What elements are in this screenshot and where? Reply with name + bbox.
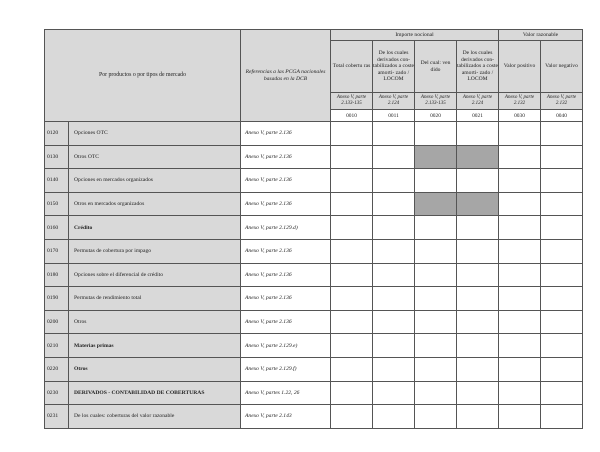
input-cell-deriv1[interactable] <box>373 405 415 429</box>
input-cell-positive[interactable] <box>499 334 541 358</box>
row-label: Opciones en mercados organizados <box>69 169 241 193</box>
input-cell-negative[interactable] <box>541 145 583 169</box>
header-positive-value: Valor positivo <box>499 41 541 93</box>
input-cell-sold[interactable] <box>415 287 457 311</box>
input-cell-total[interactable] <box>331 145 373 169</box>
subref-sold: Anexo V, parte 2.133-135 <box>415 93 457 110</box>
subref-negative: Anexo V, parte 2.132 <box>541 93 583 110</box>
row-label: De los cuales: coberturas del valor razonable <box>69 405 241 429</box>
input-cell-deriv1[interactable] <box>373 216 415 240</box>
row-reference: Anexo V, parte 2.136 <box>241 287 331 311</box>
input-cell-total[interactable] <box>331 405 373 429</box>
row-label: DERIVADOS - CONTABILIDAD DE COBERTURAS <box>69 381 241 405</box>
input-cell-deriv1[interactable] <box>373 145 415 169</box>
row-label: Crédito <box>69 216 241 240</box>
table-row <box>45 405 583 429</box>
input-cell-deriv1[interactable] <box>373 357 415 381</box>
row-label: Opciones sobre el diferencial de crédito <box>69 263 241 287</box>
input-cell-deriv1[interactable] <box>373 122 415 146</box>
header-notional-group: Importe nocional <box>331 30 499 41</box>
input-cell-positive[interactable] <box>499 381 541 405</box>
row-reference: Anexo V, parte 2.136 <box>241 263 331 287</box>
code-negative: 0040 <box>541 110 583 122</box>
table-row <box>45 169 583 193</box>
input-cell-negative[interactable] <box>541 122 583 146</box>
shaded-cell-sold <box>415 145 457 169</box>
input-cell-deriv2[interactable] <box>457 334 499 358</box>
input-cell-negative[interactable] <box>541 169 583 193</box>
input-cell-positive[interactable] <box>499 192 541 216</box>
input-cell-deriv2[interactable] <box>457 357 499 381</box>
code-sold: 0020 <box>415 110 457 122</box>
input-cell-deriv2[interactable] <box>457 381 499 405</box>
row-label: Otros <box>69 357 241 381</box>
input-cell-deriv2[interactable] <box>457 216 499 240</box>
input-cell-negative[interactable] <box>541 381 583 405</box>
input-cell-deriv1[interactable] <box>373 381 415 405</box>
row-code: 0231 <box>45 405 69 429</box>
row-code: 0210 <box>45 334 69 358</box>
subref-deriv1: Anexo V, parte 2.124 <box>373 93 415 110</box>
header-derivatives-amortized-2: De los cuales derivados con- tabilizados a coste amorti- zado / LOCOM <box>457 41 499 93</box>
input-cell-negative[interactable] <box>541 216 583 240</box>
table-row <box>45 192 583 216</box>
row-label: Materias primas <box>69 334 241 358</box>
input-cell-deriv1[interactable] <box>373 310 415 334</box>
financial-report-table <box>44 29 582 429</box>
input-cell-positive[interactable] <box>499 263 541 287</box>
input-cell-sold[interactable] <box>415 169 457 193</box>
input-cell-total[interactable] <box>331 239 373 263</box>
row-label: Otros en mercados organizados <box>69 192 241 216</box>
input-cell-total[interactable] <box>331 357 373 381</box>
input-cell-sold[interactable] <box>415 239 457 263</box>
input-cell-deriv2[interactable] <box>457 310 499 334</box>
row-reference: Anexo V, parte 2.129.f) <box>241 357 331 381</box>
row-label: Otros <box>69 310 241 334</box>
input-cell-sold[interactable] <box>415 381 457 405</box>
row-reference: Anexo V, parte 2.129.d) <box>241 216 331 240</box>
row-label: Permutas de cobertura por impago <box>69 239 241 263</box>
row-code: 0230 <box>45 381 69 405</box>
input-cell-negative[interactable] <box>541 239 583 263</box>
table-row <box>45 287 583 311</box>
code-total: 0010 <box>331 110 373 122</box>
input-cell-deriv1[interactable] <box>373 192 415 216</box>
input-cell-sold[interactable] <box>415 216 457 240</box>
input-cell-negative[interactable] <box>541 192 583 216</box>
table-row <box>45 381 583 405</box>
input-cell-total[interactable] <box>331 310 373 334</box>
code-deriv1: 0011 <box>373 110 415 122</box>
input-cell-deriv2[interactable] <box>457 405 499 429</box>
shaded-cell-sold <box>415 192 457 216</box>
input-cell-negative[interactable] <box>541 357 583 381</box>
table-row <box>45 334 583 358</box>
header-derivatives-amortized-1: De los cuales derivados con- tabilizados a coste amorti- zado / LOCOM <box>373 41 415 93</box>
row-reference: Anexo V, parte 2.136 <box>241 122 331 146</box>
input-cell-total[interactable] <box>331 192 373 216</box>
row-code: 0180 <box>45 263 69 287</box>
table-row <box>45 122 583 146</box>
table-row <box>45 239 583 263</box>
input-cell-negative[interactable] <box>541 263 583 287</box>
input-cell-positive[interactable] <box>499 216 541 240</box>
input-cell-sold[interactable] <box>415 122 457 146</box>
row-code: 0190 <box>45 287 69 311</box>
input-cell-negative[interactable] <box>541 287 583 311</box>
input-cell-total[interactable] <box>331 287 373 311</box>
input-cell-deriv1[interactable] <box>373 287 415 311</box>
row-reference: Anexo V, parte 2.136 <box>241 239 331 263</box>
subref-total: Anexo V, parte 2.133-135 <box>331 93 373 110</box>
row-code: 0170 <box>45 239 69 263</box>
row-code: 0160 <box>45 216 69 240</box>
input-cell-deriv1[interactable] <box>373 169 415 193</box>
input-cell-total[interactable] <box>331 122 373 146</box>
table-row <box>45 216 583 240</box>
input-cell-positive[interactable] <box>499 357 541 381</box>
code-deriv2: 0021 <box>457 110 499 122</box>
input-cell-deriv2[interactable] <box>457 263 499 287</box>
row-reference: Anexo V, parte 2.136 <box>241 169 331 193</box>
subref-deriv2: Anexo V, parte 2.124 <box>457 93 499 110</box>
row-code: 0200 <box>45 310 69 334</box>
row-code: 0120 <box>45 122 69 146</box>
table-row <box>45 263 583 287</box>
row-code: 0220 <box>45 357 69 381</box>
row-code: 0130 <box>45 145 69 169</box>
header-negative-value: Valor negativo <box>541 41 583 93</box>
input-cell-negative[interactable] <box>541 405 583 429</box>
input-cell-positive[interactable] <box>499 239 541 263</box>
input-cell-negative[interactable] <box>541 310 583 334</box>
row-code: 0140 <box>45 169 69 193</box>
shaded-cell-deriv2 <box>457 192 499 216</box>
row-reference: Anexo V, parte 2.129.e) <box>241 334 331 358</box>
input-cell-total[interactable] <box>331 263 373 287</box>
table-row <box>45 357 583 381</box>
row-reference: Anexo V, parte 2.136 <box>241 145 331 169</box>
header-fair-value-group: Valor razonable <box>499 30 583 41</box>
derivatives-table <box>44 29 583 429</box>
code-positive: 0030 <box>499 110 541 122</box>
row-reference: Anexo V, partes 1.22, 26 <box>241 381 331 405</box>
row-reference: Anexo V, parte 2.143 <box>241 405 331 429</box>
subref-positive: Anexo V, parte 2.132 <box>499 93 541 110</box>
row-label: Otros OTC <box>69 145 241 169</box>
input-cell-total[interactable] <box>331 381 373 405</box>
input-cell-total[interactable] <box>331 216 373 240</box>
input-cell-sold[interactable] <box>415 334 457 358</box>
table-row <box>45 145 583 169</box>
shaded-cell-deriv2 <box>457 145 499 169</box>
row-reference: Anexo V, parte 2.136 <box>241 310 331 334</box>
input-cell-deriv2[interactable] <box>457 287 499 311</box>
input-cell-deriv2[interactable] <box>457 239 499 263</box>
header-products: Por productos o por tipos de mercado <box>45 30 241 122</box>
input-cell-total[interactable] <box>331 169 373 193</box>
header-total-hedges: Total cobertu ras <box>331 41 373 93</box>
input-cell-sold[interactable] <box>415 405 457 429</box>
input-cell-sold[interactable] <box>415 310 457 334</box>
header-references: Referencias a las PCGA nacionales basadas en la DCB <box>241 30 331 122</box>
input-cell-deriv1[interactable] <box>373 263 415 287</box>
input-cell-positive[interactable] <box>499 145 541 169</box>
input-cell-deriv1[interactable] <box>373 334 415 358</box>
input-cell-positive[interactable] <box>499 287 541 311</box>
input-cell-positive[interactable] <box>499 122 541 146</box>
input-cell-positive[interactable] <box>499 169 541 193</box>
input-cell-total[interactable] <box>331 334 373 358</box>
table-row <box>45 310 583 334</box>
input-cell-negative[interactable] <box>541 334 583 358</box>
input-cell-deriv2[interactable] <box>457 122 499 146</box>
input-cell-sold[interactable] <box>415 263 457 287</box>
input-cell-sold[interactable] <box>415 357 457 381</box>
row-label: Opciones OTC <box>69 122 241 146</box>
input-cell-deriv2[interactable] <box>457 169 499 193</box>
input-cell-deriv1[interactable] <box>373 239 415 263</box>
header-sold: Del cual: ven dido <box>415 41 457 93</box>
table-body <box>45 122 583 429</box>
row-label: Permutas de rendimiento total <box>69 287 241 311</box>
input-cell-positive[interactable] <box>499 405 541 429</box>
row-reference: Anexo V, parte 2.136 <box>241 192 331 216</box>
row-code: 0150 <box>45 192 69 216</box>
input-cell-positive[interactable] <box>499 310 541 334</box>
